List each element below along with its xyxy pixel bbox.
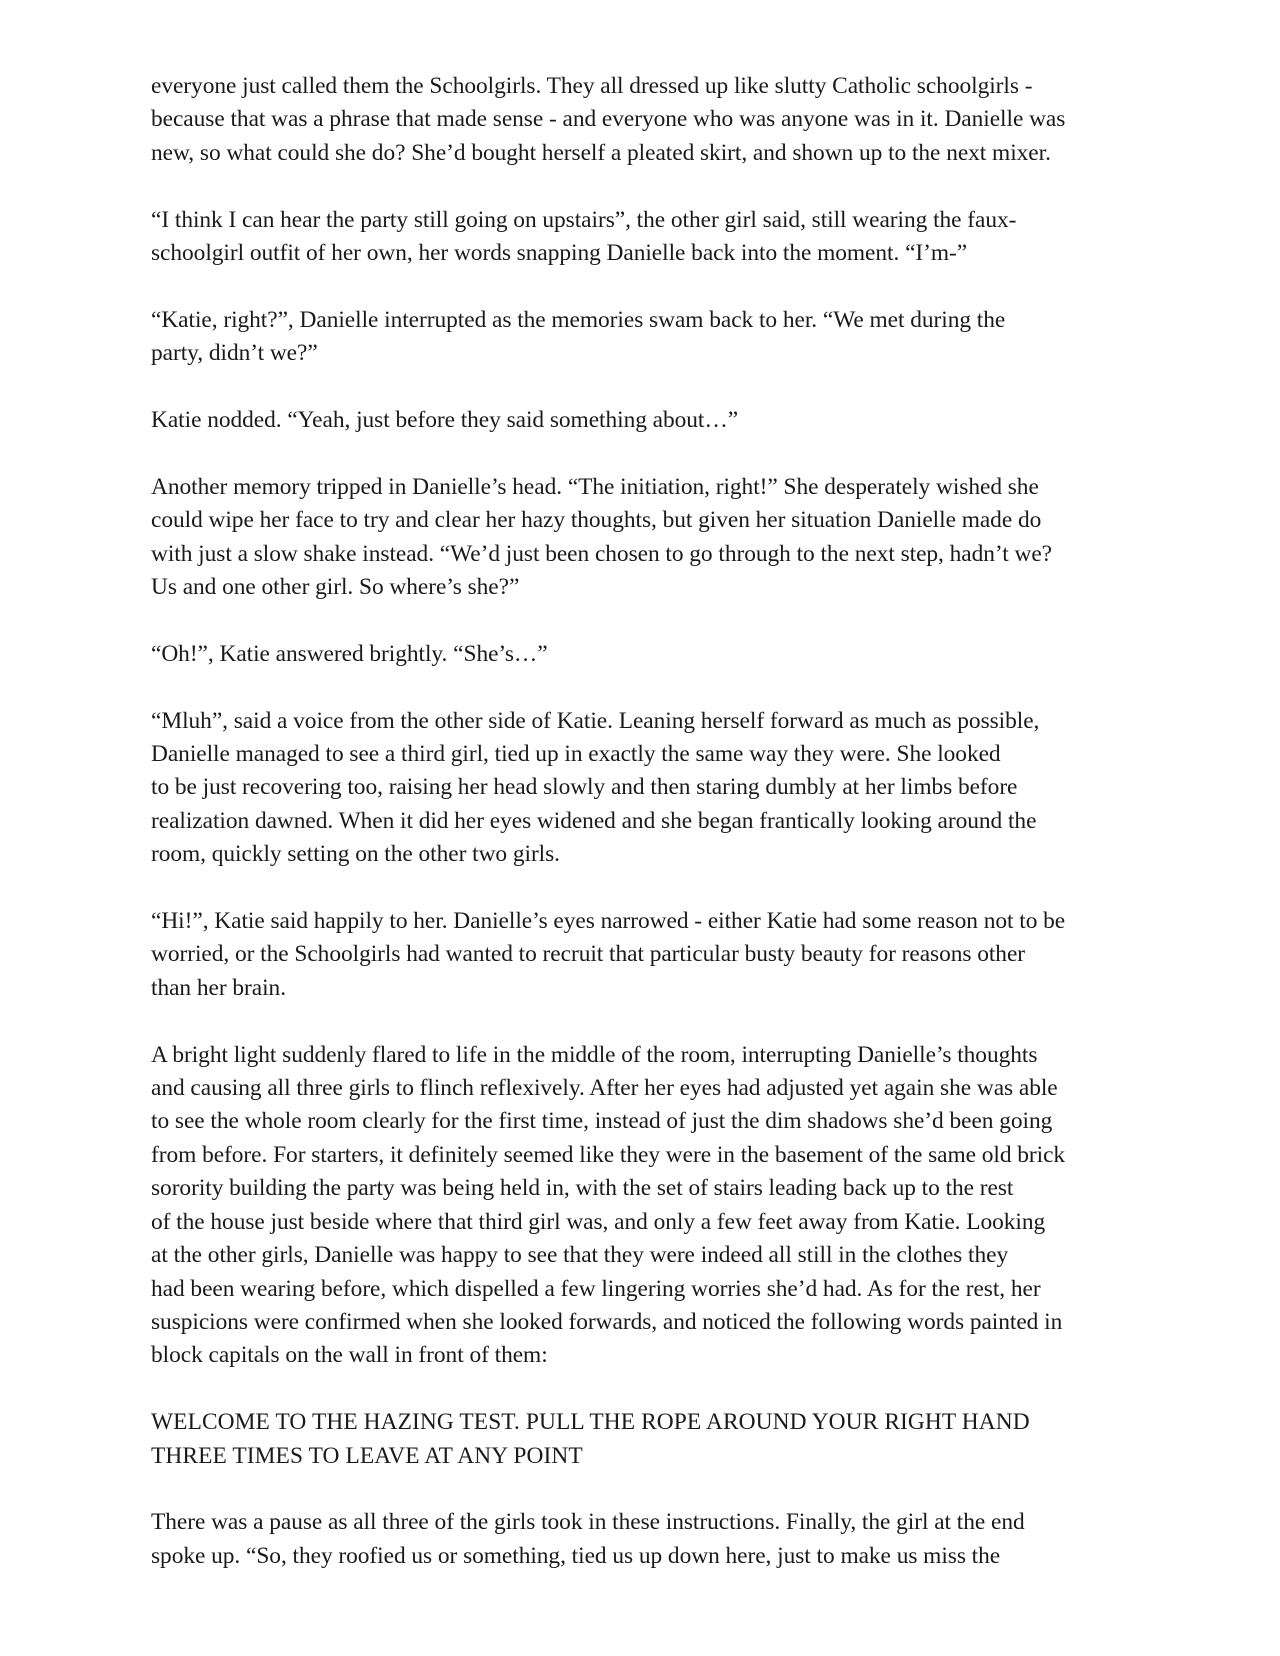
- paragraph-schoolgirls-intro: everyone just called them the Schoolgirls. They all dressed up like slutty Catholic schoolgirls - because that was a phrase that made sense - and everyone who was anyone was in it. Danielle was new, so what could she do? She’d bought herself a pleated skirt, and shown up to the next mixer.: [151, 73, 1066, 166]
- paragraph-initiation-memory: Another memory tripped in Danielle’s head. “The initiation, right!” She desperately wished she could wipe her face to try and clear her hazy thoughts, but given her situation Danielle made do with just a slow shake instead. “We’d just been chosen to go through to the next step, hadn’t we? Us and one other girl. So where’s she?”: [151, 473, 1052, 601]
- paragraph-katie-right: “Katie, right?”, Danielle interrupted as the memories swam back to her. “We met during the party, didn’t we?”: [151, 306, 1006, 367]
- paragraph-third-girl: “Mluh”, said a voice from the other side of Katie. Leaning herself forward as much as possible, Danielle managed to see a third girl, tied up in exactly the same way they were. She looked to be just recovering too, raising her head slowly and then staring dumbly at her limbs before realization dawned. When it did her eyes widened and she began frantically looking around the room, quickly setting on the other two girls.: [151, 707, 1040, 868]
- paragraph-oh-katie: “Oh!”, Katie answered brightly. “She’s…”: [151, 640, 548, 667]
- paragraph-katie-nodded: Katie nodded. “Yeah, just before they said something about…”: [151, 407, 739, 434]
- paragraph-party-upstairs: “I think I can hear the party still going on upstairs”, the other girl said, still wearing the faux- schoolgirl outfit of her own, her words snapping Danielle back into the moment. “I’m-”: [151, 206, 1017, 267]
- paragraph-pause: There was a pause as all three of the girls took in these instructions. Finally, the girl at the end spoke up. “So, they roofied us or something, tied us up down here, just to make us miss the: [151, 1509, 1025, 1569]
- paragraph-bright-light: A bright light suddenly flared to life in the middle of the room, interrupting Danielle’s thoughts and causing all three girls to flinch reflexively. After her eyes had adjusted yet again she was able to see the whole room clearly for the first time, instead of just the dim shadows she’d been going from before. For starters, it definitely seemed like they were in the basement of the same old brick sorority building the party was being held in, with the set of stairs leading back up to the rest of the house just beside where that third girl was, and only a few feet away from Katie. Looking at the other girls, Danielle was happy to see that they were indeed all still in the clothes they had been wearing before, which dispelled a few lingering worries she’d had. As for the rest, her suspicions were confirmed when she looked forwards, and noticed the following words painted in block capitals on the wall in front of them:: [151, 1041, 1066, 1369]
- paragraph-hi-katie: “Hi!”, Katie said happily to her. Danielle’s eyes narrowed - either Katie had some reason not to be worried, or the Schoolgirls had wanted to recruit that particular busty beauty for reasons other than her brain.: [151, 908, 1066, 1001]
- paragraph-wall-notice: WELCOME TO THE HAZING TEST. PULL THE ROPE AROUND YOUR RIGHT HAND THREE TIMES TO LEAVE AT ANY POINT: [151, 1409, 1030, 1469]
- document-page: [151, 70, 1136, 1607]
